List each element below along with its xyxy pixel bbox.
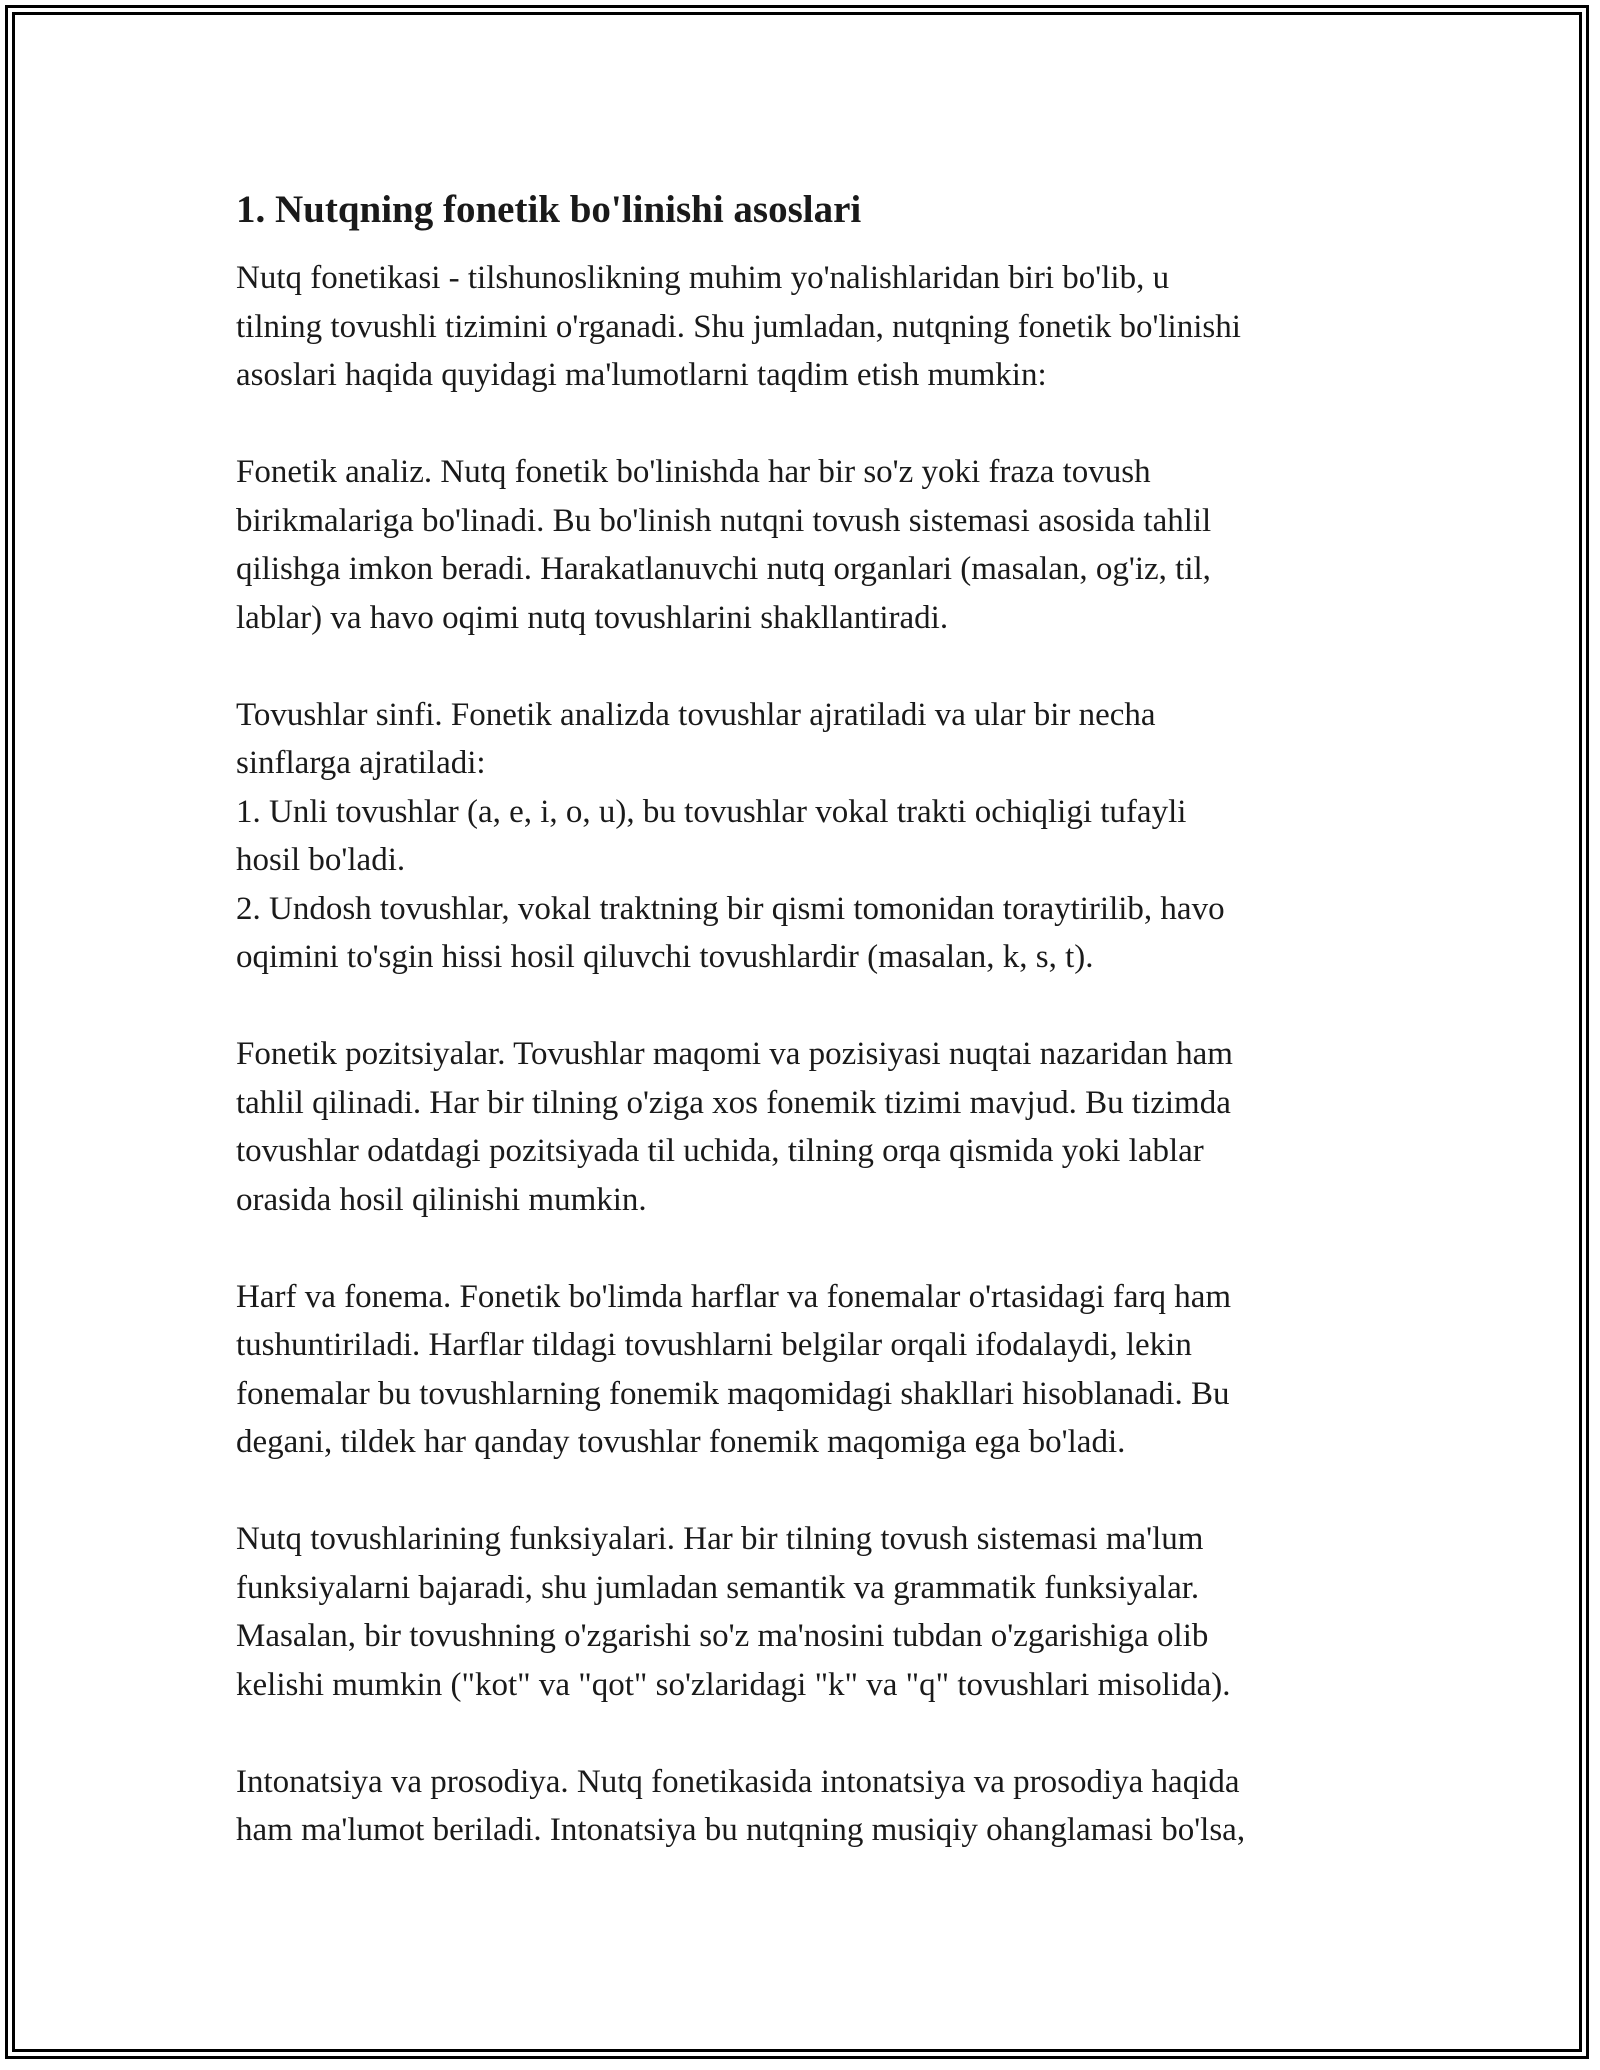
paragraph-fonetik-analiz: Fonetik analiz. Nutq fonetik bo'linishda har bir so'z yoki fraza tovush birikmalariga bo'linadi. Bu bo'linish nutqni tovush sistemasi asosida tahlil qilishga imkon beradi. Harakatlanuvchi nutq organlari (masalan, og'iz, til, lablar) va havo oqimi nutq tovushlarini shakllantiradi. xyxy=(236,454,1212,636)
document-body xyxy=(236,186,1386,1903)
paragraph-funksiyalar: Nutq tovushlarining funksiyalari. Har bir tilning tovush sistemasi ma'lum funksiyalarni bajaradi, shu jumladan semantik va grammatik funksiyalar. Masalan, bir tovushning o'zgarishi so'z ma'nosini tubdan o'zgarishiga olib kelishi mumkin ("kot" va "qot" so'zlaridagi "k" va "q" tovushlari misolida). xyxy=(236,1521,1231,1703)
paragraph-intonatsiya: Intonatsiya va prosodiya. Nutq fonetikasida intonatsiya va prosodiya haqida ham ma'lumot beriladi. Intonatsiya bu nutqning musiqiy ohanglamasi bo'lsa, xyxy=(236,1763,1246,1848)
paragraph-harf-va-fonema: Harf va fonema. Fonetik bo'limda harflar va fonemalar o'rtasidagi farq ham tushuntiriladi. Harflar tildagi tovushlarni belgilar orqali ifodalaydi, lekin fonemalar bu tovushlarning fonemik maqomidagi shakllari hisoblanadi. Bu degani, tildek har qanday tovushlar fonemik maqomiga ega bo'ladi. xyxy=(236,1278,1232,1460)
paragraph-tovushlar-sinfi: Tovushlar sinfi. Fonetik analizda tovushlar ajratiladi va ular bir necha sinflarga ajratiladi: 1. Unli tovushlar (a, e, i, o, u), bu tovushlar vokal trakti ochiqligi tufayli hosil bo'ladi. 2. Undosh tovushlar, vokal traktning bir qismi tomonidan toraytirilib, havo oqimini to'sgin hissi hosil qiluvchi tovushlardir (masalan, k, s, t). xyxy=(236,696,1225,975)
section-title: 1. Nutqning fonetik bo'linishi asoslari xyxy=(236,188,862,231)
paragraph-fonetik-pozitsiyalar: Fonetik pozitsiyalar. Tovushlar maqomi va pozisiyasi nuqtai nazaridan ham tahlil qilinadi. Har bir tilning o'ziga xos fonemik tizimi mavjud. Bu tizimda tovushlar odatdagi pozitsiyada til uchida, tilning orqa qismida yoki lablar orasida hosil qilinishi mumkin. xyxy=(236,1036,1233,1218)
paragraph-intro: Nutq fonetikasi - tilshunoslikning muhim yo'nalishlaridan biri bo'lib, u tilning tovushli tizimini o'rganadi. Shu jumladan, nutqning fonetik bo'linishi asoslari haqida quyidagi ma'lumotlarni taqdim etish mumkin: xyxy=(236,260,1241,393)
